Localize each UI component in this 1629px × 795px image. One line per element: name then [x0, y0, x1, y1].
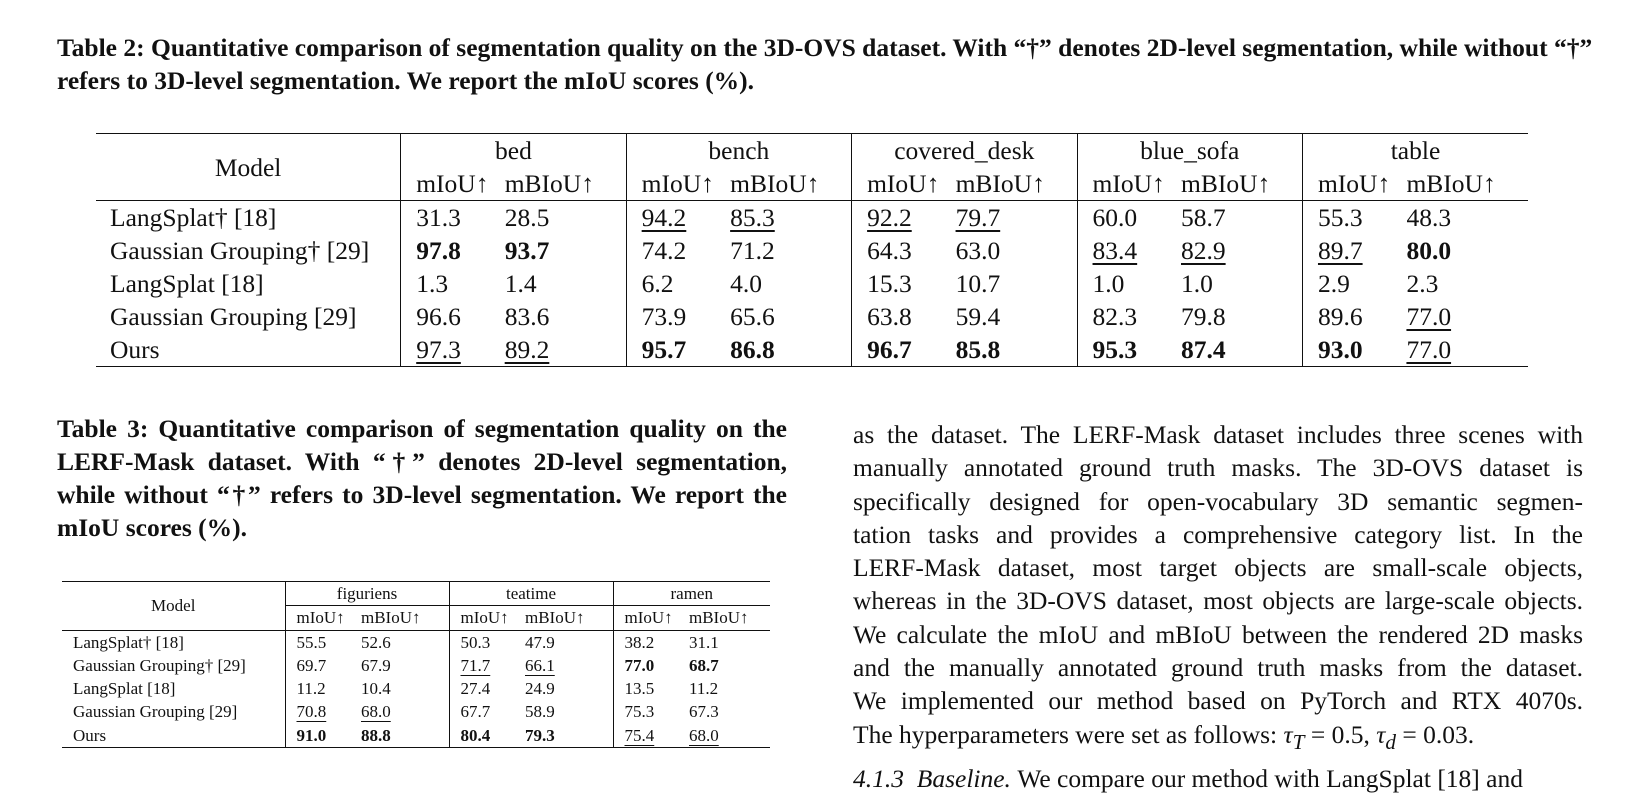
cell: 13.5 [613, 677, 689, 700]
cell: 87.4 [1181, 335, 1226, 364]
cell: 67.9 [361, 655, 391, 675]
table3-metric-header: mIoU↑ [613, 606, 689, 630]
table3-group-header: teatime [449, 582, 613, 606]
cell: 71.2 [730, 236, 775, 265]
tau-t-subscript: T [1292, 729, 1305, 754]
paragraph-line: tation tasks and provides a comprehensive category list. In the [853, 519, 1583, 549]
section-number: 4.1.3 [853, 764, 904, 793]
table-row [96, 267, 1528, 300]
cell: 69.7 [285, 654, 361, 677]
table2-metric-header: mBIoU↑ [1181, 169, 1271, 198]
table2-metric-header: mIoU↑ [852, 167, 956, 201]
table2 [96, 133, 1528, 367]
cell: 11.2 [689, 679, 719, 699]
cell: 67.7 [449, 700, 525, 723]
cell: 74.2 [626, 234, 730, 267]
cell: 97.3 [416, 335, 461, 364]
paragraph-line: We calculate the mIoU and mBIoU between the rendered 2D masks [853, 619, 1583, 649]
cell: 91.0 [285, 724, 361, 748]
cell: 15.3 [852, 267, 956, 300]
cell: 66.1 [525, 655, 555, 675]
cell: 1.0 [1181, 269, 1213, 298]
cell: 82.9 [1181, 236, 1226, 265]
cell: 70.8 [296, 702, 327, 722]
cell: 58.9 [525, 702, 555, 722]
table3-group-header: ramen [613, 582, 770, 606]
cell: 77.0 [1406, 302, 1452, 331]
table2-group-header: bench [626, 134, 851, 168]
cell: 82.3 [1077, 300, 1181, 333]
cell: 96.6 [401, 300, 505, 333]
cell: 50.3 [449, 630, 525, 654]
cell: 77.0 [613, 654, 689, 677]
cell: 47.9 [525, 630, 613, 654]
cell: 6.2 [626, 267, 730, 300]
cell: 79.3 [525, 725, 555, 745]
cell: 89.6 [1302, 300, 1406, 333]
cell: 80.0 [1406, 236, 1452, 265]
cell: 65.6 [730, 302, 775, 331]
table2-metric-header: mIoU↑ [1077, 167, 1181, 201]
tau-d-subscript: d [1385, 729, 1396, 754]
cell: 79.8 [1181, 302, 1226, 331]
table-row [62, 630, 770, 654]
row-model: Gaussian Grouping [29] [73, 702, 238, 722]
table2-metric-header: mBIoU↑ [955, 169, 1045, 198]
cell: 52.6 [361, 630, 449, 654]
cell: 64.3 [852, 234, 956, 267]
table3-caption: Table 3: Quantitative comparison of segmentation quality on the LERF-Mask dataset. With “†” denotes 2D-level segmentation, while without “†” refers to 3D-level segmentation. We report the mIoU scores (%). [57, 414, 787, 542]
table3-metric-header: mBIoU↑ [689, 608, 749, 628]
table2-metric-header: mIoU↑ [626, 167, 730, 201]
row-model: LangSplat† [18] [96, 201, 401, 235]
table2-model-header: Model [214, 152, 282, 182]
cell: 63.0 [955, 236, 1001, 265]
cell: 11.2 [285, 677, 361, 700]
body-paragraph [853, 418, 1583, 754]
cell: 27.4 [449, 677, 525, 700]
table2-metric-header: mBIoU↑ [1406, 169, 1496, 198]
table3-group-header: figuriens [285, 582, 449, 606]
row-model: Gaussian Grouping† [29] [110, 236, 370, 265]
cell: 95.3 [1077, 333, 1181, 367]
table2-group-header: blue_sofa [1077, 134, 1302, 168]
row-model: LangSplat [18] [110, 269, 264, 298]
table2-metric-header: mBIoU↑ [730, 169, 820, 198]
row-model: Gaussian Grouping† [29] [73, 655, 246, 675]
cell: 88.8 [361, 725, 391, 745]
cell: 68.0 [689, 725, 719, 745]
cell: 60.0 [1077, 201, 1181, 235]
table3-metric-header: mBIoU↑ [525, 608, 585, 628]
cell: 31.1 [689, 630, 770, 654]
cell: 55.5 [285, 630, 361, 654]
table2-metric-header: mIoU↑ [401, 167, 505, 201]
cell: 95.7 [626, 333, 730, 367]
table2-group-header: bed [401, 134, 626, 168]
row-model: Ours [73, 725, 107, 745]
table-row [96, 300, 1528, 333]
paragraph-line: manually annotated ground truth masks. The 3D-OVS dataset is [853, 453, 1583, 483]
paragraph-line: LERF-Mask dataset, most target objects are small-scale objects, [853, 553, 1583, 583]
cell: 67.3 [689, 702, 719, 722]
table-row [96, 333, 1528, 367]
row-model: LangSplat† [18] [62, 630, 285, 654]
cell: 79.7 [955, 203, 1001, 232]
cell: 68.7 [689, 655, 719, 675]
table2-metric-header: mIoU↑ [1302, 167, 1406, 201]
cell: 83.4 [1092, 236, 1138, 265]
table-row [62, 654, 770, 677]
cell: 63.8 [852, 300, 956, 333]
cell: 59.4 [955, 302, 1001, 331]
cell: 71.7 [460, 655, 491, 675]
cell: 77.0 [1406, 335, 1452, 364]
cell: 10.7 [955, 269, 1001, 298]
section-text: We compare our method with LangSplat [18] and [1017, 764, 1523, 793]
tau-d-value: = 0.03. [1402, 719, 1475, 749]
cell: 89.7 [1317, 236, 1363, 265]
cell: 96.7 [852, 333, 956, 367]
table-row [62, 700, 770, 723]
hyperparam-prefix: The hyperparameters were set as follows: [853, 719, 1278, 749]
row-model: Ours [110, 335, 160, 364]
table2-caption: Table 2: Quantitative comparison of segmentation quality on the 3D-OVS dataset. With “†” denotes 2D-level segmentation, while without “†” refers to 3D-level segmentation. We report the mIoU scores (%). [57, 33, 1593, 95]
cell: 48.3 [1406, 201, 1528, 235]
cell: 80.4 [449, 724, 525, 748]
table3-model-header: Model [151, 596, 196, 616]
table3-metric-header: mIoU↑ [449, 606, 525, 630]
table3 [62, 581, 770, 748]
paragraph-line: as the dataset. The LERF-Mask dataset includes three scenes with [853, 420, 1583, 449]
paragraph-line: We implemented our method based on PyTorch and RTX 4070s. [853, 686, 1583, 716]
cell: 55.3 [1302, 201, 1406, 235]
cell: 4.0 [730, 269, 762, 298]
row-model: LangSplat [18] [73, 679, 176, 699]
table3-metric-header: mBIoU↑ [361, 608, 421, 628]
cell: 2.9 [1302, 267, 1406, 300]
paragraph-line: and the manually annotated ground truth masks from the dataset. [853, 653, 1583, 683]
cell: 83.6 [504, 302, 550, 331]
cell: 1.3 [401, 267, 505, 300]
section-title: Baseline. [916, 764, 1011, 793]
table2-group-header: covered_desk [852, 134, 1077, 168]
cell: 38.2 [613, 630, 689, 654]
cell: 68.0 [361, 702, 391, 722]
table3-metric-header: mIoU↑ [285, 606, 361, 630]
cell: 93.0 [1302, 333, 1406, 367]
cell: 73.9 [626, 300, 730, 333]
cell: 85.3 [730, 203, 775, 232]
tau-t-value: = 0.5, [1310, 719, 1370, 749]
cell: 89.2 [504, 335, 550, 364]
cell: 2.3 [1406, 269, 1439, 298]
paragraph-line-hyperparameters [853, 718, 1583, 754]
cell: 75.3 [613, 700, 689, 723]
table-row [96, 201, 1528, 235]
cell: 92.2 [867, 203, 912, 232]
cell: 58.7 [1181, 201, 1302, 235]
cell: 75.4 [624, 725, 655, 745]
tau-t-symbol: τ [1283, 719, 1293, 749]
table-row [62, 724, 770, 748]
cell: 86.8 [730, 335, 775, 364]
paragraph-line: specifically designed for open-vocabulary 3D semantic segmen- [853, 486, 1583, 516]
table2-metric-header: mBIoU↑ [504, 169, 594, 198]
cell: 10.4 [361, 679, 391, 699]
cell: 93.7 [504, 236, 550, 265]
table2-group-header: table [1302, 134, 1528, 168]
cell: 1.0 [1077, 267, 1181, 300]
cell: 28.5 [505, 201, 626, 235]
cell: 1.4 [504, 269, 537, 298]
table-row [62, 677, 770, 700]
cell: 85.8 [955, 335, 1001, 364]
tau-d-symbol: τ [1376, 719, 1386, 749]
cell: 94.2 [641, 203, 687, 232]
paragraph-line: whereas in the 3D-OVS dataset, most objects are large-scale objects. [853, 586, 1583, 616]
cell: 24.9 [525, 679, 555, 699]
cell: 97.8 [401, 234, 505, 267]
row-model: Gaussian Grouping [29] [110, 302, 357, 331]
cell: 31.3 [401, 201, 505, 235]
table-row [96, 234, 1528, 267]
